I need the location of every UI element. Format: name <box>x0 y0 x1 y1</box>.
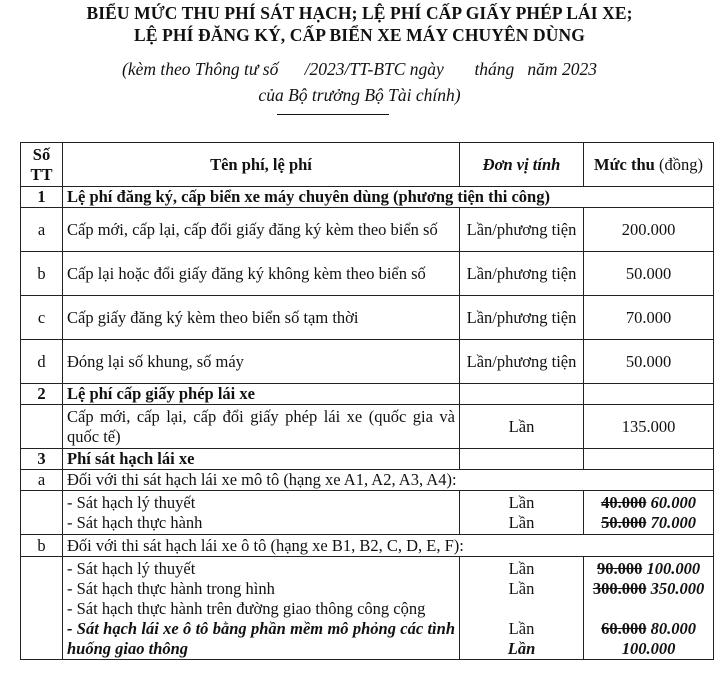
row-unit: Lần/phương tiện <box>460 208 584 252</box>
header-unit: Đơn vị tính <box>460 143 584 187</box>
old-amount: 60.000 <box>601 619 647 638</box>
item-unit: Lần <box>508 579 535 598</box>
subsection-title: Đối với thi sát hạch lái xe mô tô (hạng xe A1, A2, A3, A4): <box>63 470 714 491</box>
header-amount <box>584 143 714 187</box>
old-amount: 40.000 <box>601 492 647 512</box>
old-amount: 300.000 <box>592 579 647 598</box>
new-amount: 350.000 <box>650 579 705 598</box>
item-name: - Sát hạch lý thuyết <box>67 559 196 578</box>
table-row <box>21 557 714 660</box>
row-number: a <box>21 208 63 252</box>
section-number: 3 <box>21 449 63 470</box>
empty-cell <box>460 449 584 470</box>
new-amount: 80.000 <box>650 619 696 638</box>
item-name: - Sát hạch thực hành trong hình <box>67 579 275 598</box>
empty-cell <box>460 384 584 405</box>
section-number: 1 <box>21 187 63 208</box>
row-unit-list <box>460 557 584 660</box>
doc-title-line1: BIỂU MỨC THU PHÍ SÁT HẠCH; LỆ PHÍ CẤP GIẤY PHÉP LÁI XE; <box>86 3 633 23</box>
header-stt: Số TT <box>21 143 63 187</box>
item-name: - Sát hạch lý thuyết <box>67 492 196 512</box>
fee-table <box>20 142 714 660</box>
item-unit: Lần <box>507 639 536 658</box>
old-amount: 90.000 <box>596 559 643 578</box>
row-unit: Lần <box>460 405 584 449</box>
table-row <box>21 296 714 340</box>
subsection-number: a <box>21 470 63 491</box>
empty-cell <box>584 384 714 405</box>
row-name: Cấp giấy đăng ký kèm theo biển số tạm thời <box>63 296 460 340</box>
row-amount: 50.000 <box>584 252 714 296</box>
item-unit: Lần <box>508 512 535 532</box>
row-unit-list <box>460 491 584 535</box>
empty-cell <box>584 449 714 470</box>
item-unit: Lần <box>508 559 535 578</box>
new-amount: 70.000 <box>650 512 696 532</box>
old-amount: 50.000 <box>601 512 647 532</box>
subsection-row <box>21 470 714 491</box>
subsection-title: Đối với thi sát hạch lái xe ô tô (hạng xe B1, B2, C, D, E, F): <box>63 535 714 557</box>
header-name: Tên phí, lệ phí <box>63 143 460 187</box>
item-amount <box>588 619 709 639</box>
item-amount <box>588 559 709 579</box>
subsection-number: b <box>21 535 63 557</box>
row-amount: 200.000 <box>584 208 714 252</box>
row-number: b <box>21 252 63 296</box>
item-name: - Sát hạch thực hành <box>67 512 203 532</box>
empty-cell <box>21 405 63 449</box>
table-row <box>21 340 714 384</box>
new-amount: 100.000 <box>646 559 701 578</box>
row-number: c <box>21 296 63 340</box>
row-name-list <box>63 557 460 660</box>
new-amount: 100.000 <box>621 639 676 658</box>
item-unit: Lần <box>508 619 535 638</box>
subtitle-authority: Bộ trưởng Bộ Tài chính) <box>288 85 461 105</box>
item-amount <box>588 639 709 659</box>
item-name: - Sát hạch lái xe ô tô bằng phần mềm mô phỏng các tình huống giao thông <box>67 619 455 658</box>
row-name: Cấp mới, cấp lại, cấp đổi giấy đăng ký kèm theo biển số <box>63 208 460 252</box>
row-unit: Lần/phương tiện <box>460 340 584 384</box>
section-row <box>21 187 714 208</box>
row-amount: 70.000 <box>584 296 714 340</box>
item-amount <box>588 579 709 599</box>
item-amount <box>588 513 709 533</box>
table-row <box>21 208 714 252</box>
row-amount-list <box>584 491 714 535</box>
section-title: Phí sát hạch lái xe <box>63 449 460 470</box>
doc-title-line2: LỆ PHÍ ĐĂNG KÝ, CẤP BIỂN XE MÁY CHUYÊN DÙNG <box>134 25 585 45</box>
doc-subtitle-line2 <box>0 85 719 106</box>
new-amount: 60.000 <box>650 492 696 512</box>
row-name: Cấp lại hoặc đổi giấy đăng ký không kèm theo biển số <box>63 252 460 296</box>
row-number: d <box>21 340 63 384</box>
section-row <box>21 449 714 470</box>
subtitle-underline <box>277 114 389 115</box>
empty-cell <box>21 491 63 535</box>
header-amount-label: Mức thu <box>594 154 655 174</box>
row-amount: 50.000 <box>584 340 714 384</box>
table-header-row <box>21 143 714 187</box>
section-title: Lệ phí cấp giấy phép lái xe <box>63 384 460 405</box>
item-amount <box>588 493 709 513</box>
row-name: Đóng lại số khung, số máy <box>63 340 460 384</box>
header-amount-unit: (đồng) <box>654 154 703 174</box>
row-unit: Lần/phương tiện <box>460 252 584 296</box>
row-name-list <box>63 491 460 535</box>
item-name: - Sát hạch thực hành trên đường giao thông công cộng <box>67 599 426 618</box>
subtitle-prefix: của <box>258 85 289 105</box>
doc-subtitle-line1 <box>0 59 719 80</box>
row-amount-list <box>584 557 714 660</box>
table-row <box>21 491 714 535</box>
subtitle-text: (kèm theo Thông tư số /2023/TT-BTC ngày tháng năm 2023 <box>122 59 597 79</box>
table-row <box>21 405 714 449</box>
empty-cell <box>21 557 63 660</box>
table-row <box>21 252 714 296</box>
section-title: Lệ phí đăng ký, cấp biển xe máy chuyên dùng (phương tiện thi công) <box>63 187 714 208</box>
row-amount: 135.000 <box>584 405 714 449</box>
subsection-row <box>21 535 714 557</box>
row-name: Cấp mới, cấp lại, cấp đổi giấy phép lái xe (quốc gia và quốc tế) <box>63 405 460 449</box>
item-unit: Lần <box>508 492 535 512</box>
row-unit: Lần/phương tiện <box>460 296 584 340</box>
section-number: 2 <box>21 384 63 405</box>
section-row <box>21 384 714 405</box>
